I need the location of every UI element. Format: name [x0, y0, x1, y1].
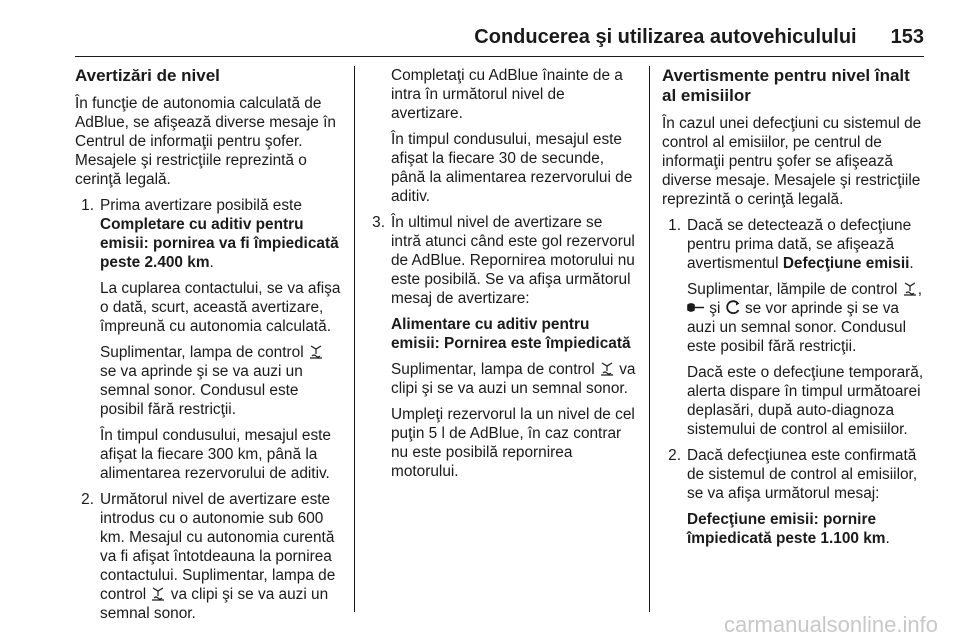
paragraph: La cuplarea contactului, se va afişa o dată, scurt, această avertizare, împreună cu autonomia calculată.: [100, 280, 341, 335]
paragraph: În timpul condusului, mesajul este afişat la fiecare 300 km, până la alimentarea rezervorului de aditiv.: [100, 427, 331, 482]
paragraph: Dacă este o defecţiune temporară, alerta dispare în timpul următoarei deplasări, după auto-diagnoza sistemului de control al emisiilor.: [687, 364, 924, 438]
adblue-warning-icon: [308, 344, 324, 359]
text: Suplimentar, lămpile de control: [687, 281, 898, 298]
paragraph: În ultimul nivel de avertizare se intră atunci când este gol rezervorul de AdBlue. Repornirea motorului nu este posibilă. Se va afişa următorul mesaj de avertizare:: [391, 214, 635, 307]
list-number: 1.: [81, 197, 94, 214]
text: se va aprinde şi se va auzi un semnal sonor. Condusul este posibil fără restricţii.: [100, 363, 303, 418]
page-header: [75, 26, 924, 56]
paragraph: [100, 490, 341, 623]
adblue-warning-icon: [599, 361, 615, 376]
text: va clipi şi se va auzi un semnal sonor.: [391, 361, 636, 397]
list-item: [662, 216, 928, 439]
list-number: 2.: [668, 447, 681, 464]
text: Dacă se detectează o defecţiune pentru prima dată, se afişează avertismentul: [687, 217, 912, 272]
glow-plug-icon: [687, 300, 705, 315]
header-rule: [75, 56, 924, 57]
list-number-spacer: [366, 66, 391, 206]
paragraph: [687, 280, 928, 356]
paragraph: [100, 196, 341, 272]
list-item: [662, 446, 928, 548]
paragraph: Umpleţi rezervorul la un nivel de cel puţin 5 l de AdBlue, în caz contrar nu este posibilă repornirea motorului.: [391, 406, 635, 480]
column-divider: [649, 66, 650, 612]
text: .: [209, 254, 214, 271]
text: .: [885, 530, 890, 547]
check-engine-icon: [725, 300, 741, 315]
adblue-warning-icon: [150, 586, 166, 601]
section-heading: Avertismente pentru nivel înalt al emisiilor: [662, 66, 910, 105]
text: Prima avertizare posibilă este: [100, 197, 302, 214]
paragraph: Completaţi cu AdBlue înainte de a intra în următorul nivel de avertizare.: [391, 67, 623, 122]
paragraph: [687, 510, 928, 548]
column-1: [75, 66, 341, 630]
page-number: 153: [890, 26, 924, 48]
text: Suplimentar, lampa de control: [391, 361, 595, 378]
list-number: 2.: [81, 491, 94, 508]
adblue-warning-icon: [902, 281, 918, 296]
list-item-continued: [366, 66, 636, 206]
warning-message: Defecţiune emisii: pornire împiedicată peste 1.100 km: [687, 511, 886, 547]
paragraph: Dacă defecţiunea este confirmată de sistemul de control al emisiilor, se va afişa următorul mesaj:: [687, 447, 918, 502]
text: ,: [917, 281, 923, 298]
text: Următorul nivel de avertizare este introdus cu o autonomie sub 600 km. Mesajul cu autonomia curentă va fi afişat întotdeauna la pornirea contactului. Suplimentar, lampa de control: [100, 491, 336, 603]
column-divider: [354, 66, 355, 612]
paragraph: [687, 216, 928, 273]
list-item: [366, 213, 636, 481]
column-2: [366, 66, 636, 488]
warning-message: Alimentare cu aditiv pentru emisii: Pornirea este împiedicată: [391, 316, 631, 352]
text: Suplimentar, lampa de control: [100, 344, 304, 361]
text: şi: [709, 300, 721, 317]
list-item: [75, 490, 341, 623]
list-item: [75, 196, 341, 483]
intro-paragraph: În cazul unei defecţiuni cu sistemul de control al emisiilor, pe centrul de informaţii pentru şofer se afişează diverse mesaje. Mesajele şi restricţiile reprezintă o cerinţă legală.: [662, 115, 922, 208]
watermark-url: carmanualsonline.info: [723, 612, 938, 637]
list-number: 3.: [372, 214, 385, 231]
warning-message: Defecţiune emisii: [782, 255, 910, 272]
text: se vor aprinde şi se va auzi un semnal sonor. Condusul este posibil fără restricţii.: [687, 300, 907, 355]
section-heading: Avertizări de nivel: [75, 66, 220, 85]
list-number: 1.: [668, 217, 681, 234]
text: va clipi şi se va auzi un semnal sonor.: [100, 586, 329, 622]
warning-message: Completare cu aditiv pentru emisii: pornirea va fi împiedicată peste 2.400 km: [100, 216, 339, 271]
column-3: [662, 66, 928, 555]
intro-paragraph: În funcţie de autonomia calculată de AdBlue, se afişează diverse mesaje în Centrul de informaţii pentru şofer. Mesajele şi restricţiile reprezintă o cerinţă legală.: [75, 95, 336, 188]
page-title: Conducerea şi utilizarea autovehiculului: [474, 26, 857, 48]
paragraph: [391, 360, 636, 398]
text: .: [909, 255, 914, 272]
paragraph: În timpul condusului, mesajul este afişat la fiecare 30 de secunde, până la alimentarea rezervorului de aditiv.: [391, 131, 633, 205]
paragraph: [100, 343, 341, 419]
